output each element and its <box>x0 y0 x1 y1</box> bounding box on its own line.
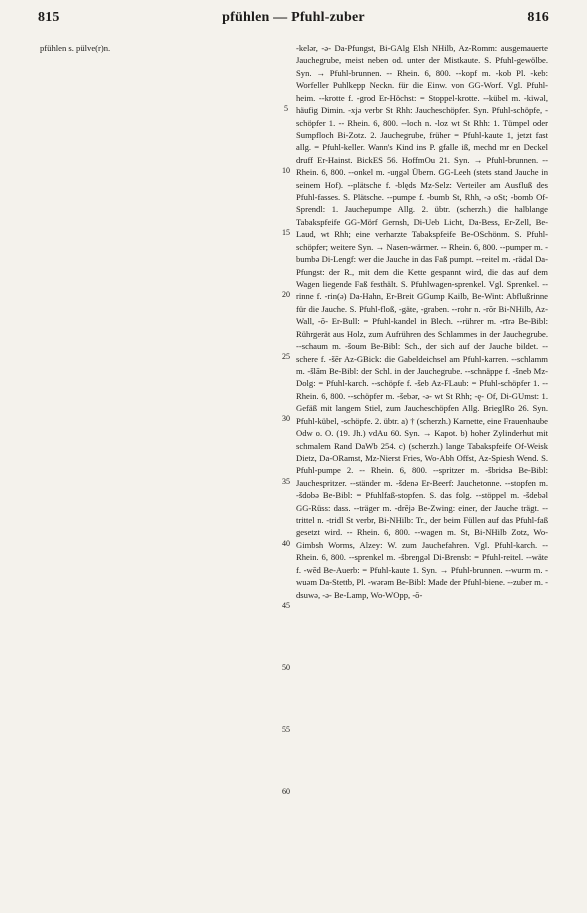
page-number-left: 815 <box>38 10 60 25</box>
line-number-gutter <box>280 42 292 907</box>
line-number: 30 <box>282 414 290 423</box>
line-number: 45 <box>282 601 290 610</box>
line-number: 5 <box>284 104 288 113</box>
running-head: pfühlen — Pfuhl-zuber <box>222 10 365 25</box>
line-number: 35 <box>282 477 290 486</box>
left-column <box>40 42 278 907</box>
line-number: 20 <box>282 290 290 299</box>
page-number-right: 816 <box>527 10 549 25</box>
line-number: 15 <box>282 228 290 237</box>
line-number: 10 <box>282 166 290 175</box>
line-number: 60 <box>282 787 290 796</box>
line-number: 40 <box>282 539 290 548</box>
line-number: 50 <box>282 663 290 672</box>
line-number: 55 <box>282 725 290 734</box>
page-header <box>38 10 549 32</box>
right-column <box>296 42 548 907</box>
left-column-text: pfühlen s. pülve(r)n. <box>40 43 111 53</box>
line-number: 25 <box>282 352 290 361</box>
right-column-text: -kelər, -ə- Da-Pfungst, Bi-GAlg Elsh NHilb, Az-Romm: ausgemauerte Jauchegrube, meist neben od. unter der Mistkaute. S. Pfuhl-gewölbe. Syn. → Pfuhl-brunnen. -- Rhein. 6, 800. --kopf m. -kob Pl. -keb: Worfeller Puhlkepp Neckn. für die Einw. von GG-Worf. Vgl. Pfuhl-heim. --krotte f. -grod Er-Höchst: = Stoppel-krotte. --kübel m. -kiwəl, häufig Dimin. -xjə verbr St Rhh: Jaucheschöpfer. Syn. Pfuhl-schöpfe, -schöpfer 1. -- Rhein. 6, 800. --loch n. -loz wt St Rhh: 1. Tümpel oder Sumpfloch Bi-Zotz. 2. Jauchegrube, früher = Pfuhl-kaute 1, jetzt fast allg. = Pfuhl-keller. Wann's Kind ins P. gfalle iß, mechd mr en Deckel druff Er-Hainst. BickES 56. HoffmOu 21. Syn. → Pfuhl-brunnen. -- Rhein. 6, 800. --onkel m. -uŋgəl Übern. GG-Leeh (stets stand Jauche in seinem Hof). --plätsche f. -blęds Mz-Selz: Verteiler am Ausfluß des Pfuhl-fasses. S. Plätsche. --pumpe f. -bumb St, Rhh, -ə oSt; -bomb Of-Sprendl: 1. Jauchepumpe Allg. 2. übtr. (scherzh.) die halblange Tabakspfeife GG-Mörf Gernsh, Di-Ueb Licht, Da-Bess, Er-Zell, Be-Laud, wt Rhh; eine verharzte Tabakspfeife Be-OSchönm. S. Pfuhl-schöpfer; weitere Syn. → Nasen-wärmer. -- Rhein. 6, 800. --pumper m. -bumbə Di-Lengf: wer die Jauche in das Faß pumpt. --reitel m. -rädəl Da-Pfungst: der R., mit dem die Kette gespannt wird, die das auf dem Wagen liegende Faß festhält. S. Pfuhlwagen-sprenkel. Vgl. Sprenkel. --rinne f. -rin(ə) Da-Hahn, Er-Breit GGump Kailb, Be-Wint: Abflußrinne für die Jauche. S. Pfuhl-floß, -gäte, -graben. --rohr n. -rōr Bi-NHilb, Az-Wall, -ō- Er-Bull: = Pfuhl-kandel in Blech. --rührer m. -rīrə Be-Bibl: Rührgerät aus Holz, zum Aufrühren des Schlammes in der Jauchegrube. --schaum m. -šoum Be-Bibl: Sch., der sich auf der Jauche bildet. --schere f. -šēr Az-GBick: die Gabeldeichsel am Pfuhl-karren. --schlamm m. -šlām Be-Bibl: der Schl. in der Jauchegrube. --schnäppe f. -šneb Mz-Dolg: = Pfuhl-karch. --schöpfe f. -šeb Az-FLaub: = Pfuhl-schöpfer 1. -- Rhein. 6, 800. --schöpfer m. -šebər, -ə- wt St Rhh; -ę- Of, Di-GUmst: 1. Gefäß mit langem Stiel, zum Jaucheschöpfen Allg. BrieglRo 26. Syn. Pfuhl-kübel, -schöpfe. 2. übtr. a) † (scherzh.) Karnette, eine Frauenhaube Odw o. O. (19. Jh.) vdAu 60. Syn. → Kapot. b) hoher Zylinderhut mit schmalem Rand DaWb 254. c) (scherzh.) lange Tabakspfeife Of-Weisk Dietz, Da-ORamst, Mz-Nierst Fries, Wo-Abh Offst, Az-Spiesh Wend. S. Pfuhl-pumpe 2. -- Rhein. 6, 800. --spritzer m. -šbridsə Be-Bibl: Jauchespritzer. --ständer m. -šdenə Er-Beerf: Jauchetonne. --stopfen m. -šdobə Be-Bibl: = Pfuhlfaß-stopfen. S. das folg. --stöppel m. -šdebəl GG-Rüss: dass. --träger m. -drējə Be-Zwing: einer, der Jauche trägt. --trittel n. -tridl St verbr, Bi-NHilb: Tr., der beim Füllen auf das Pfuhl-faß gesetzt wird. -- Rhein. 6, 800. --wagen m. St, Bi-NHilb Zotz, Wo-Gimbsh Worms, Alzey: W. zum Jauchefahren. Vgl. Pfuhl-karch. -- Rhein. 6, 800. --sprenkel m. -šbreŋgəl Di-Brensb: = Pfuhl-reitel. --wäte f. -wēd Be-Auerb: = Pfuhl-kaute 1. Syn. → Pfuhl-brunnen. --wurm m. -wuəm Da-Stettb, Pl. -wərəm Be-Bibl: Made der Pfuhl-biene. --zuber m. -dsuwə, -ə- Be-Lamp, Wo-WOpp, -ō- <box>296 43 548 600</box>
